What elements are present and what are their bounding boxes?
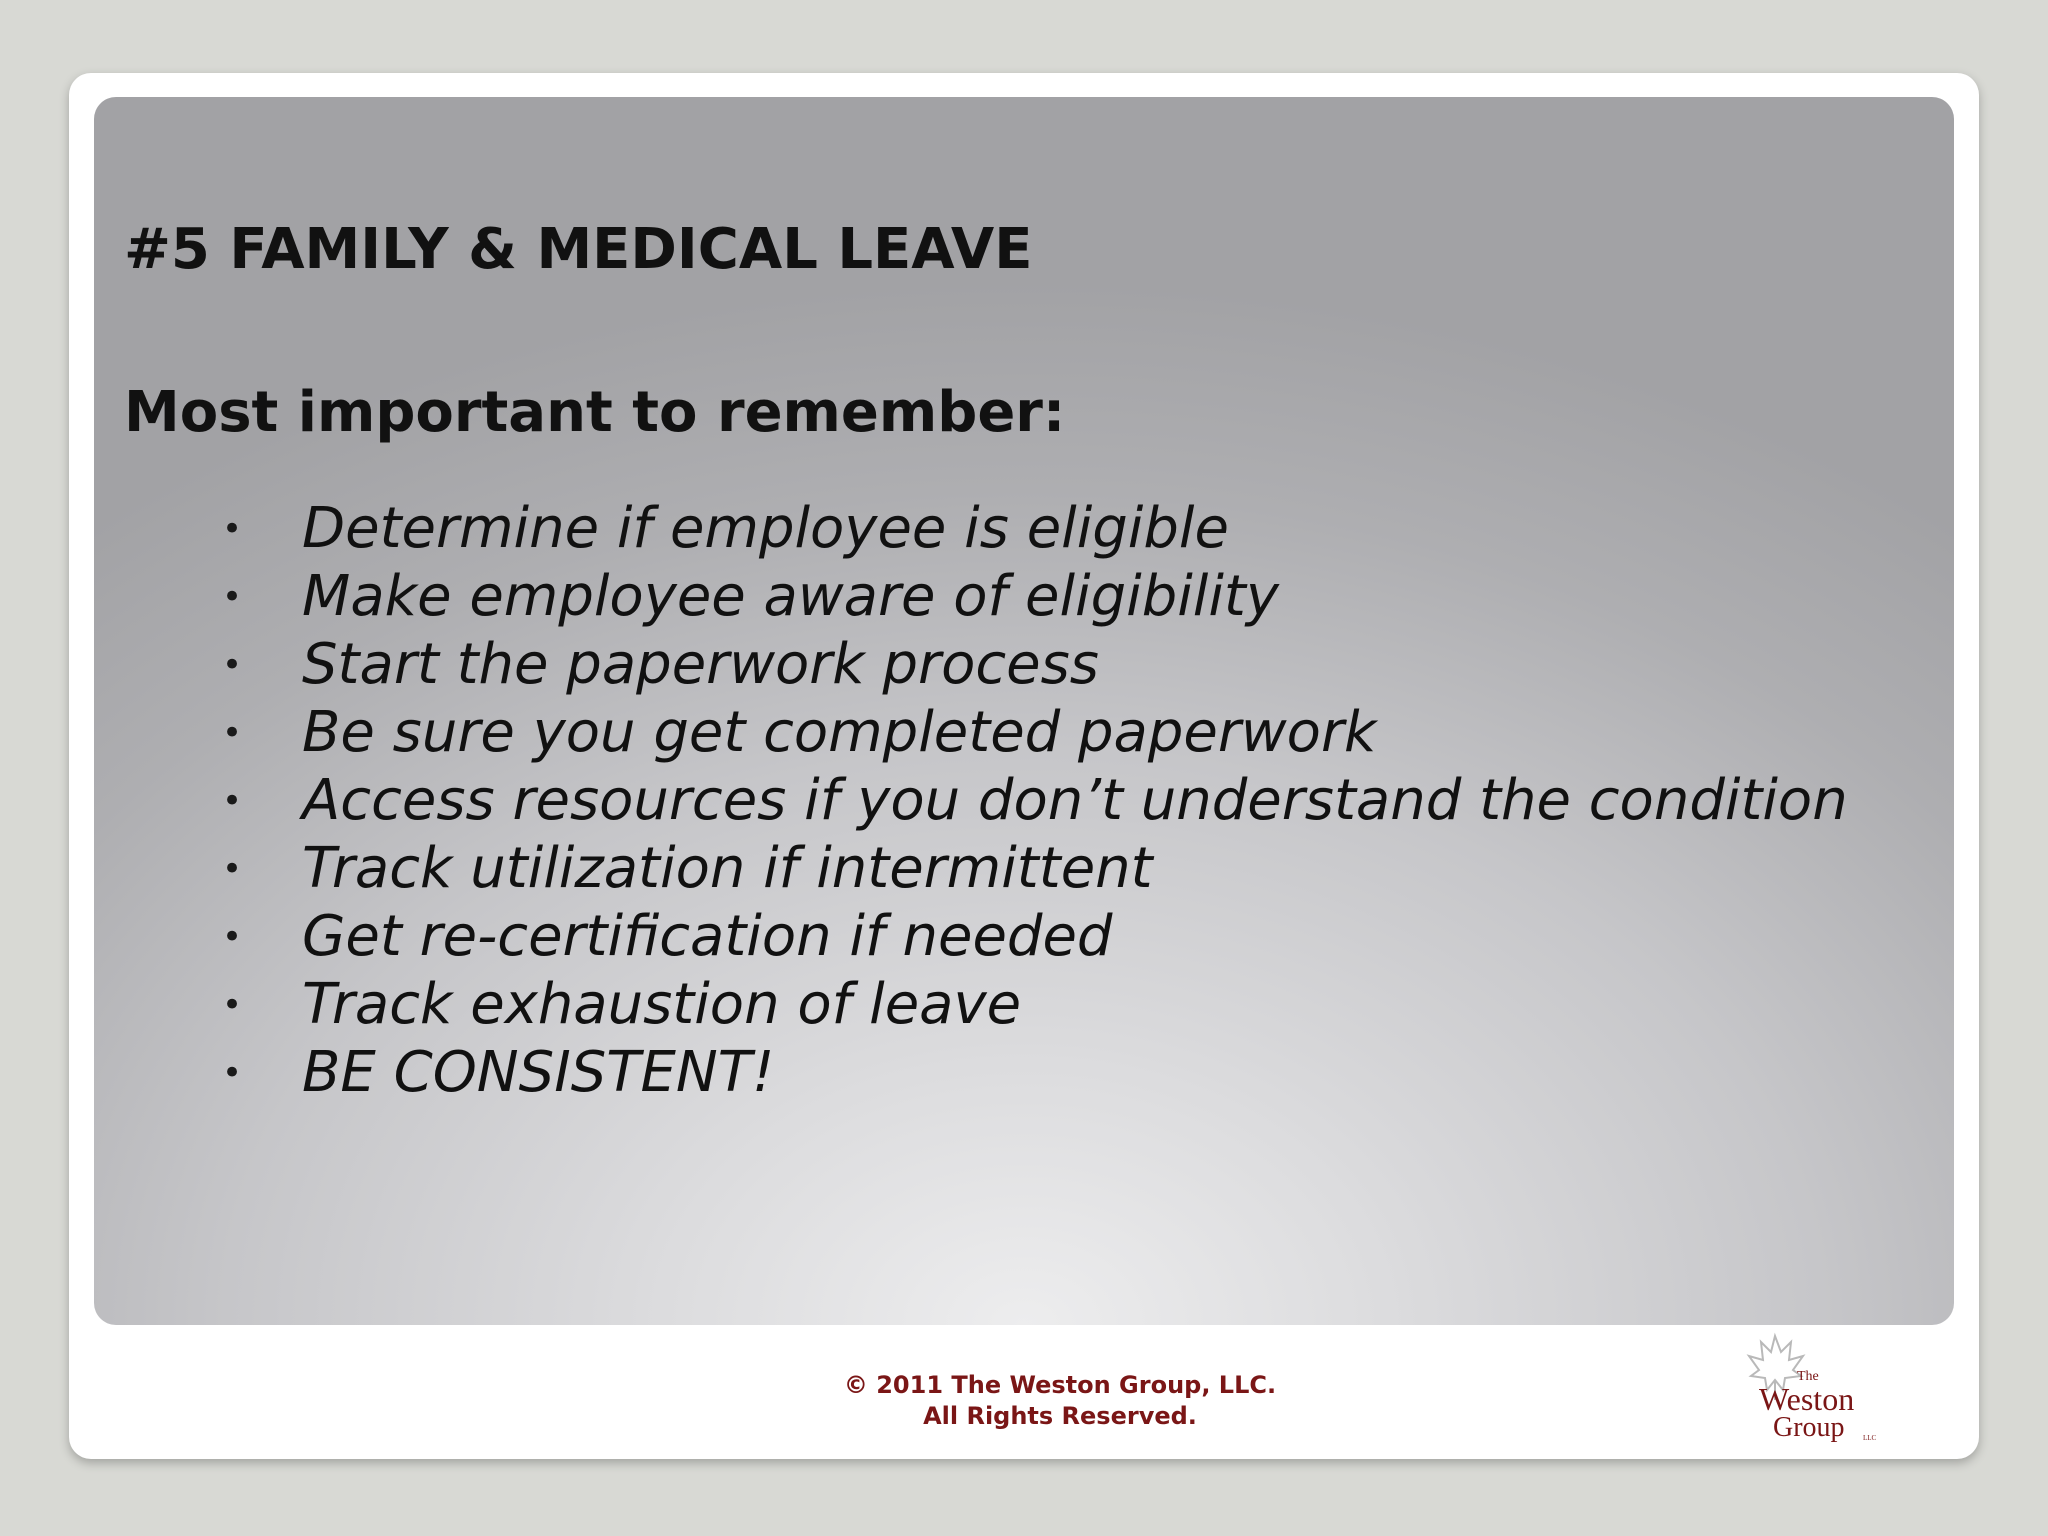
bullet-text: Be sure you get completed paperwork — [302, 700, 1377, 765]
bullet-icon: • — [222, 1053, 243, 1093]
slide-subtitle: Most important to remember: — [124, 380, 1066, 445]
bullet-text: Make employee aware of eligibility — [302, 564, 1280, 629]
copyright-line: © 2011 The Weston Group, LLC. — [843, 1371, 1277, 1399]
logo-word-group: Group — [1773, 1412, 1845, 1443]
bullet-text: Track utilization if intermittent — [302, 836, 1153, 901]
slide-title: #5 FAMILY & MEDICAL LEAVE — [124, 217, 1033, 282]
bullet-text: BE CONSISTENT! — [302, 1040, 775, 1105]
bullet-icon: • — [222, 985, 243, 1025]
bullet-icon: • — [222, 849, 243, 889]
bullet-icon: • — [222, 645, 243, 685]
slide-content-panel — [94, 97, 1954, 1325]
bullet-icon: • — [222, 577, 243, 617]
bullet-text: Determine if employee is eligible — [302, 496, 1229, 561]
bullet-icon: • — [222, 509, 243, 549]
bullet-icon: • — [222, 917, 243, 957]
rights-line: All Rights Reserved. — [923, 1402, 1197, 1430]
logo-word-the: The — [1797, 1369, 1819, 1384]
logo-word-weston: Weston — [1759, 1381, 1855, 1417]
weston-group-logo — [1745, 1330, 1895, 1450]
bullet-text: Get re-certification if needed — [302, 904, 1113, 969]
bullet-icon: • — [222, 781, 243, 821]
logo-word-llc: LLC — [1863, 1434, 1877, 1442]
bullet-text: Start the paperwork process — [302, 632, 1099, 697]
bullet-text: Access resources if you don’t understand the condition — [302, 768, 1848, 833]
bullet-text: Track exhaustion of leave — [302, 972, 1022, 1037]
copyright-footer — [700, 1370, 1420, 1432]
bullet-icon: • — [222, 713, 243, 753]
